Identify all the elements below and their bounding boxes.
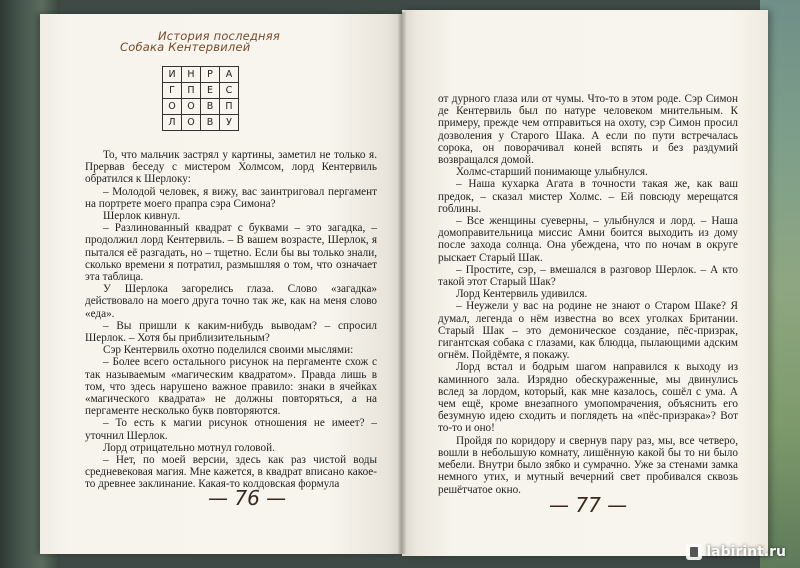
magic-square-cell: Р <box>201 67 220 83</box>
magic-square-cell: О <box>182 99 201 115</box>
magic-square-cell: О <box>163 99 182 115</box>
paragraph: У Шерлока загорелись глаза. Слово «загадка» действовало на моего друга точно так же, как на меня слово «еда». <box>85 283 377 320</box>
magic-square-cell: П <box>220 99 239 115</box>
paragraph: Шерлок кивнул. <box>103 210 181 223</box>
book-gutter <box>398 12 406 554</box>
page-number-dash-right: — <box>259 486 287 510</box>
paragraph: – Простите, сэр, – вмешался в разговор Шерлок. – А кто такой этот Старый Шак? <box>438 263 738 289</box>
paragraph: от дурного глаза или от чумы. Что-то в этом роде. Сэр Симон де Кентервиль был по натуре человеком мнительным. К примеру, прежде чем отправиться на охоту, сэр Симон просил дозволения у Старого Шака. А если по пути встречалась сорока, он поворачивал коней вспять и без раздумий возвращался домой. <box>438 93 738 167</box>
paragraph: То, что мальчик застрял у картины, заметил не только я. Прервав беседу с мистером Холмсом, лорд Кентервиль обратился к Шерлоку: <box>85 149 377 186</box>
left-page-body <box>85 149 377 491</box>
paragraph: Лорд встал и бодрым шагом направился к выходу из каминного зала. Изрядно обескураженные, мы двинулись вслед за лордом, который, как мне казалось, сошёл с ума. А чем ещё, кроме внезапного умопомрачения, объяснить его безумную идею сходить и поглядеть на «пёс-призрака»? Вот то-то и оно! <box>438 361 738 435</box>
paragraph: – Наша кухарка Агата в точности такая же, как ваш предок, – сказал мистер Холмс. – Ей повсюду мерещатся гоблины. <box>438 178 738 215</box>
magic-square-cell: И <box>163 67 182 83</box>
site-watermark <box>686 544 786 560</box>
magic-square-table <box>162 66 239 131</box>
right-page-number <box>549 493 627 517</box>
watermark-text: labirint.ru <box>706 544 786 560</box>
magic-square-cell: Е <box>201 83 220 99</box>
paragraph: – Нет, по моей версии, здесь как раз чистой воды средневековая магия. Мне кажется, в квадрат вписано какое-то древнее заклинание. Какая-то колдовская формула <box>85 454 377 491</box>
page-number-value: 76 <box>234 486 260 510</box>
page-number-dash-right: — <box>600 493 628 517</box>
magic-square-cell: В <box>201 99 220 115</box>
left-page-header: История последняя <box>158 29 281 43</box>
book-icon <box>686 544 702 560</box>
magic-square-cell: А <box>220 67 239 83</box>
page-number-value: 77 <box>575 493 601 517</box>
paragraph: – Молодой человек, я вижу, вас заинтриговал пергамент на портрете моего прапра сэра Симона? <box>85 185 377 210</box>
paragraph: Лорд Кентервиль удивился. <box>456 288 588 301</box>
magic-square-cell: Л <box>163 115 182 131</box>
paragraph: – Вы пришли к каким-нибудь выводам? – спросил Шерлок. – Хотя бы приблизительным? <box>85 319 377 345</box>
magic-square-cell: С <box>220 83 239 99</box>
paragraph: Сэр Кентервиль охотно поделился своими мыслями: <box>103 344 354 357</box>
paragraph: Холмс-старший понимающе улыбнулся. <box>456 166 648 179</box>
paragraph: – Более всего остального рисунок на пергаменте схож с так называемым «магическим квадратом». Правда лишь в том, что здесь нарушено важное правило: знаки в ячейках «магического квадрата» не должны повторяться, а на пергаменте несколько букв повторяются. <box>85 356 377 418</box>
magic-square-cell: О <box>182 115 201 131</box>
right-page-body <box>438 93 738 496</box>
magic-square-cell: У <box>220 115 239 131</box>
magic-square-cell: Н <box>182 67 201 83</box>
page-number-dash-left: — <box>549 493 576 517</box>
left-page-number <box>208 486 286 510</box>
paragraph: – Все женщины суеверны, – улыбнулся и лорд. – Наша домоправительница миссис Амни боится выходить из дому после захода солнца. Она убеждена, что по ночам в округе рыскает Старый Шак. <box>438 215 738 264</box>
paragraph: – Разлинованный квадрат с буквами – это загадка, – продолжил лорд Кентервиль. – В вашем возрасте, Шерлок, я пытался её разгадать, но – тщетно. Если бы вы только знали, сколько времени я потратил, размышляя о том, что означает эта таблица. <box>85 222 377 284</box>
magic-square-cell: В <box>201 115 220 131</box>
paragraph: – То есть к магии рисунок отношения не имеет? – уточнил Шерлок. <box>85 417 377 442</box>
right-page-header: Собака Кентервилей <box>120 40 251 54</box>
page-number-dash-left: — <box>208 486 235 510</box>
magic-square-cell: П <box>182 83 201 99</box>
paragraph: Лорд отрицательно мотнул головой. <box>103 441 275 454</box>
magic-square-cell: Г <box>163 83 182 99</box>
paragraph: – Неужели у вас на родине не знают о Старом Шаке? Я думал, легенда о нём известна во всех уголках Британии. Старый Шак – это демоническое создание, пёс-призрак, гигантская собака с глазами, как блюдца, пылающими адским огнём. Пойдёмте, я покажу. <box>438 300 738 362</box>
paragraph: Пройдя по коридору и свернув пару раз, мы, все четверо, вошли в небольшую комнату, лишённую какой бы то ни было мебели. Внутри было зябко и сумрачно. Уже за стенами замка немного утих, и мутный вечерний свет пробивался сквозь решётчатое окно. <box>438 434 738 496</box>
